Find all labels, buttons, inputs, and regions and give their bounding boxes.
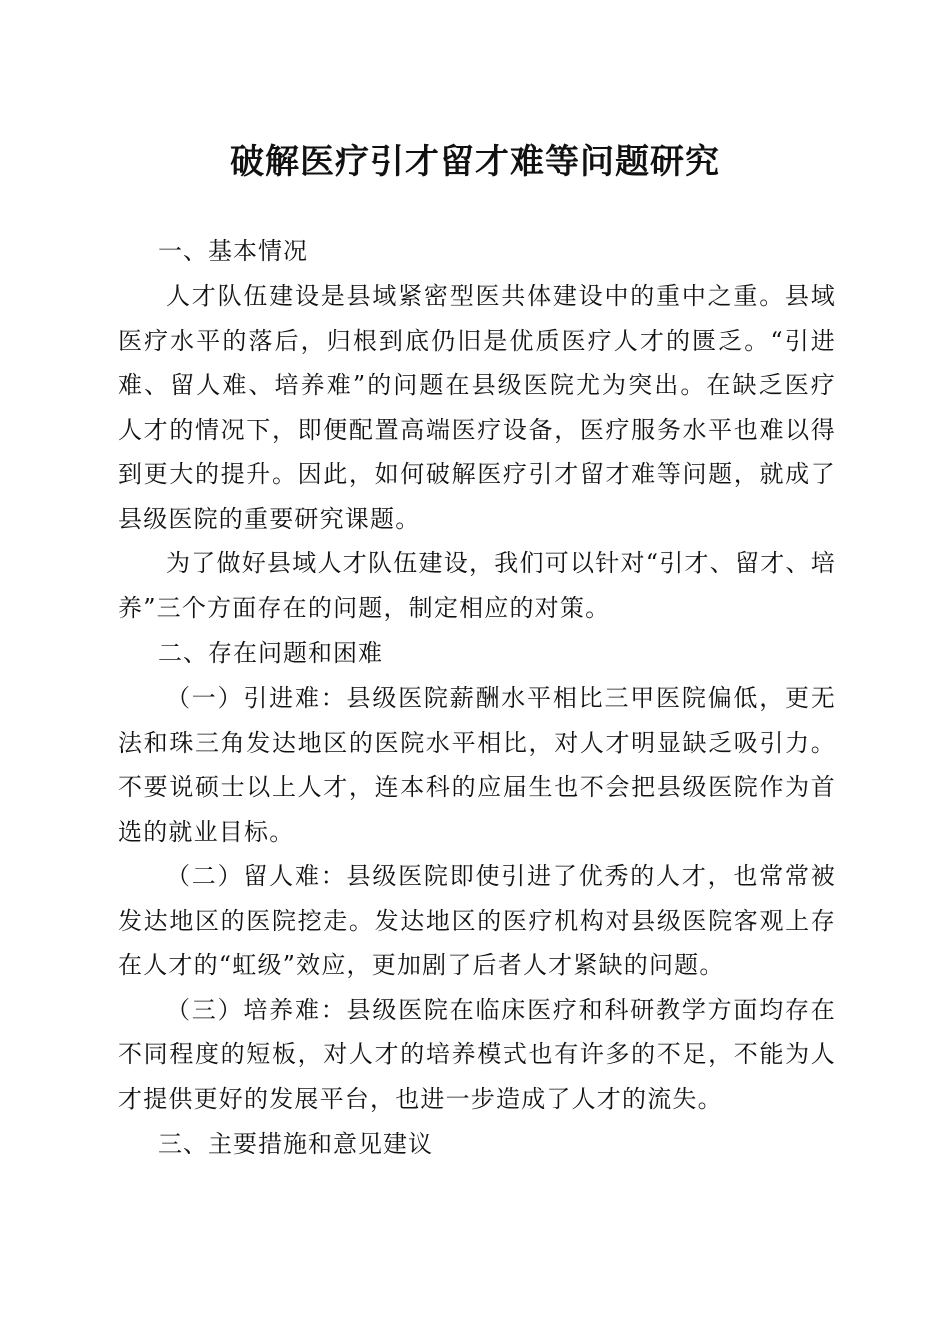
paragraph-training-difficulty: （三）培养难：县级医院在临床医疗和科研教学方面均存在不同程度的短板，对人才的培养模式也有许多的不足，不能为人才提供更好的发展平台，也进一步造成了人才的流失。 (118, 995, 836, 1113)
paragraph-overview: 人才队伍建设是县域紧密型医共体建设中的重中之重。县域医疗水平的落后，归根到底仍旧是优质医疗人才的匮乏。“引进难、留人难、培养难”的问题在县级医院尤为突出。在缺乏医疗人才的情况下，即便配置高端医疗设备，医疗服务水平也难以得到更大的提升。因此，如何破解医疗引才留才难等问题，就成了县级医院的重要研究课题。 (118, 282, 836, 533)
paragraph-approach: 为了做好县域人才队伍建设，我们可以针对“引才、留才、培养”三个方面存在的问题，制定相应的对策。 (118, 549, 836, 622)
paragraph-recruitment-difficulty: （一）引进难：县级医院薪酬水平相比三甲医院偏低，更无法和珠三角发达地区的医院水平相比，对人才明显缺乏吸引力。不要说硕士以上人才，连本科的应届生也不会把县级医院作为首选的就业目标。 (118, 684, 836, 846)
paragraph-retention-difficulty: （二）留人难：县级医院即使引进了优秀的人才，也常常被发达地区的医院挖走。发达地区的医疗机构对县级医院客观上存在人才的“虹级”效应，更加剧了后者人才紧缺的问题。 (118, 862, 836, 979)
section-heading-problems: 二、存在问题和困难 (158, 639, 383, 667)
section-heading-basic-situation: 一、基本情况 (158, 237, 308, 265)
document-body (118, 228, 836, 1167)
section-heading-measures: 三、主要措施和意见建议 (158, 1130, 433, 1158)
document-title: 破解医疗引才留才难等问题研究 (230, 142, 720, 182)
